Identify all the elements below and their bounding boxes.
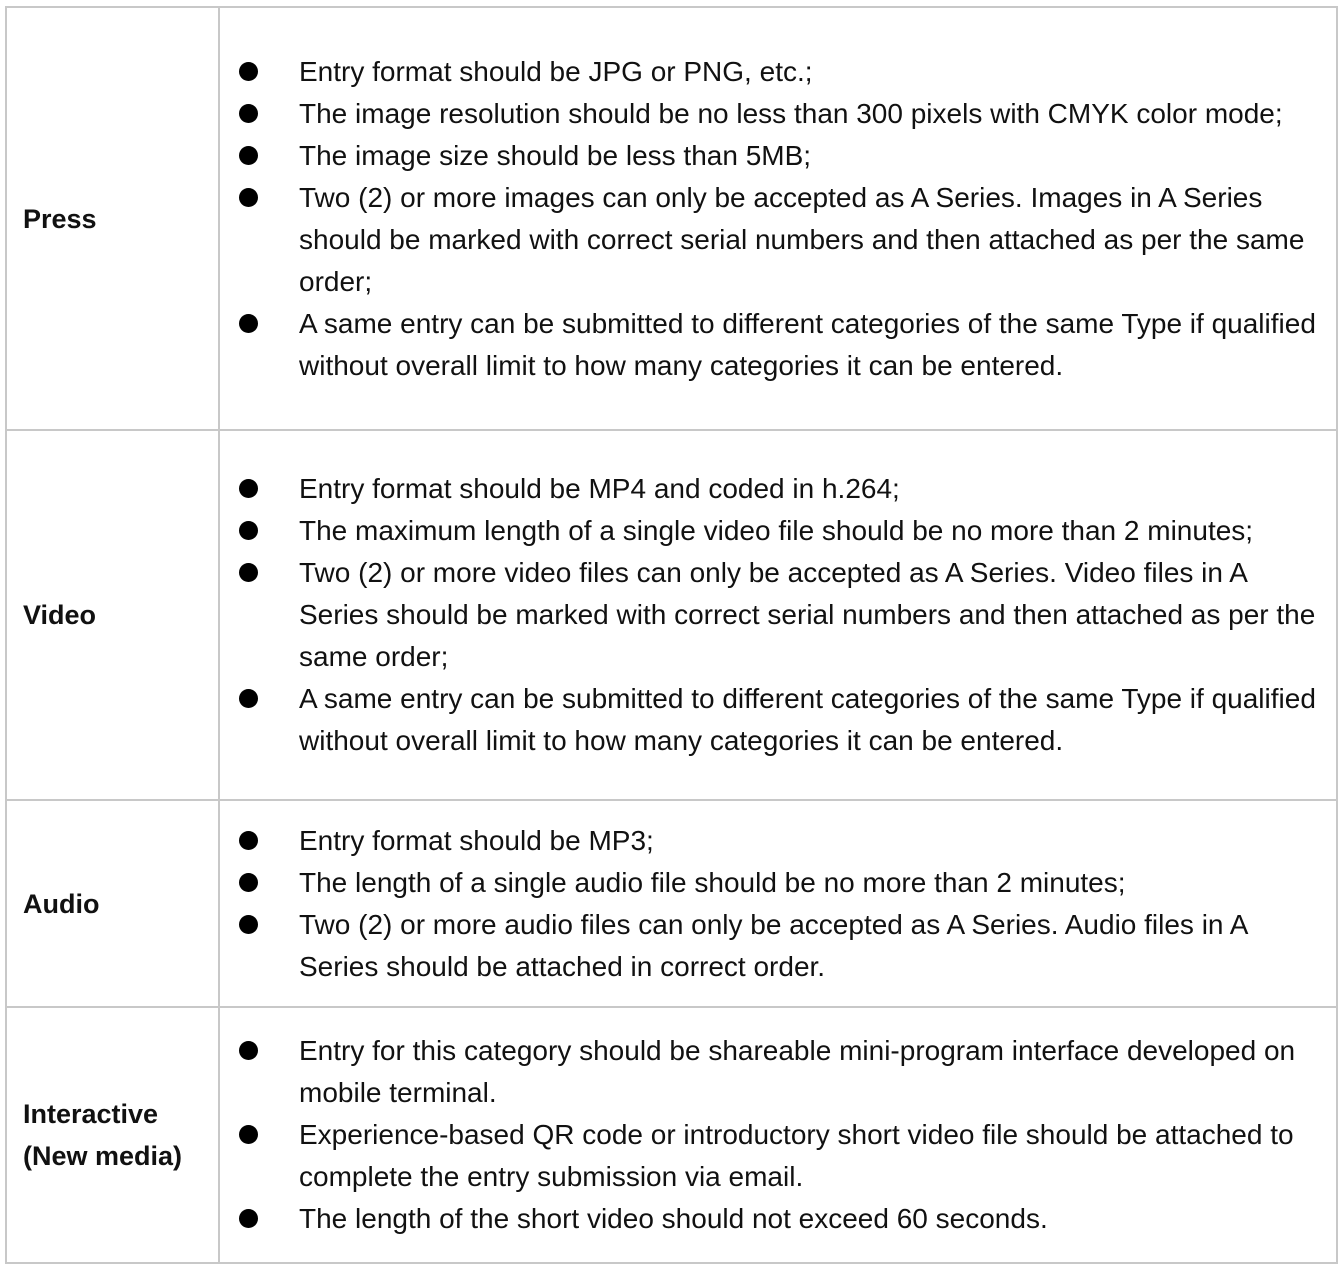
list-item — [220, 1198, 1328, 1240]
rule-text: Two (2) or more audio files can only be accepted as A Series. Audio files in A Series should be attached in correct order. — [299, 908, 1247, 982]
rules-list-video — [220, 468, 1328, 762]
bullet-icon — [239, 479, 258, 498]
entry-requirements-table — [5, 6, 1338, 1264]
type-label-line: Interactive — [23, 1099, 159, 1129]
rules-list-interactive — [220, 1030, 1328, 1240]
bullet-icon — [239, 314, 258, 333]
rule-text: The image resolution should be no less than 300 pixels with CMYK color mode; — [299, 97, 1283, 129]
list-item — [220, 510, 1328, 552]
rule-text: The image size should be less than 5MB; — [299, 139, 812, 171]
list-item — [220, 177, 1328, 303]
rule-text: Two (2) or more video files can only be accepted as A Series. Video files in A Series should be marked with correct serial numbers and then attached as per the same order; — [299, 557, 1316, 672]
rule-text: The maximum length of a single video file should be no more than 2 minutes; — [299, 515, 1254, 546]
type-label-press: Press — [6, 7, 219, 430]
bullet-icon — [239, 915, 258, 934]
rule-text: A same entry can be submitted to different categories of the same Type if qualified without overall limit to how many categories it can be entered. — [299, 683, 1316, 756]
rule-text: Entry format should be MP4 and coded in h.264; — [299, 473, 900, 504]
rule-text: Two (2) or more images can only be accepted as A Series. Images in A Series should be marked with correct serial numbers and then attached as per the same order; — [299, 181, 1305, 297]
rule-text: A same entry can be submitted to different categories of the same Type if qualified without overall limit to how many categories it can be entered. — [299, 307, 1316, 381]
rules-cell-audio — [219, 800, 1337, 1007]
type-label-interactive — [6, 1007, 219, 1263]
list-item — [220, 135, 1328, 177]
bullet-icon — [239, 873, 258, 892]
list-item — [220, 303, 1328, 387]
list-item — [220, 552, 1328, 678]
rules-cell-press — [219, 7, 1337, 430]
bullet-icon — [239, 1209, 258, 1228]
bullet-icon — [239, 563, 258, 582]
list-item — [220, 820, 1328, 862]
list-item — [220, 1030, 1328, 1114]
list-item — [220, 1114, 1328, 1198]
list-item — [220, 904, 1328, 988]
table-row-video — [6, 430, 1337, 800]
rules-cell-interactive — [219, 1007, 1337, 1263]
type-label-video: Video — [6, 430, 219, 800]
rule-text: Experience-based QR code or introductory short video file should be attached to complete the entry submission via email. — [299, 1119, 1294, 1192]
type-label-audio: Audio — [6, 800, 219, 1007]
list-item — [220, 93, 1328, 135]
bullet-icon — [239, 104, 258, 123]
table-row-press — [6, 7, 1337, 430]
bullet-icon — [239, 146, 258, 165]
bullet-icon — [239, 831, 258, 850]
rule-text: The length of the short video should not exceed 60 seconds. — [299, 1203, 1048, 1234]
list-item — [220, 862, 1328, 904]
rule-text: The length of a single audio file should be no more than 2 minutes; — [299, 866, 1126, 898]
rules-list-audio — [220, 820, 1328, 988]
rules-cell-video — [219, 430, 1337, 800]
rule-text: Entry for this category should be shareable mini-program interface developed on mobile terminal. — [299, 1035, 1296, 1108]
bullet-icon — [239, 689, 258, 708]
list-item — [220, 51, 1328, 93]
bullet-icon — [239, 1125, 258, 1144]
rule-text: Entry format should be MP3; — [299, 824, 654, 856]
list-item — [220, 468, 1328, 510]
rule-text: Entry format should be JPG or PNG, etc.; — [299, 55, 813, 87]
bullet-icon — [239, 1041, 258, 1060]
type-label-line: (New media) — [23, 1141, 183, 1171]
table-row-interactive — [6, 1007, 1337, 1263]
bullet-icon — [239, 62, 258, 81]
list-item — [220, 678, 1328, 762]
rules-list-press — [220, 51, 1328, 387]
table-row-audio — [6, 800, 1337, 1007]
bullet-icon — [239, 521, 258, 540]
bullet-icon — [239, 188, 258, 207]
